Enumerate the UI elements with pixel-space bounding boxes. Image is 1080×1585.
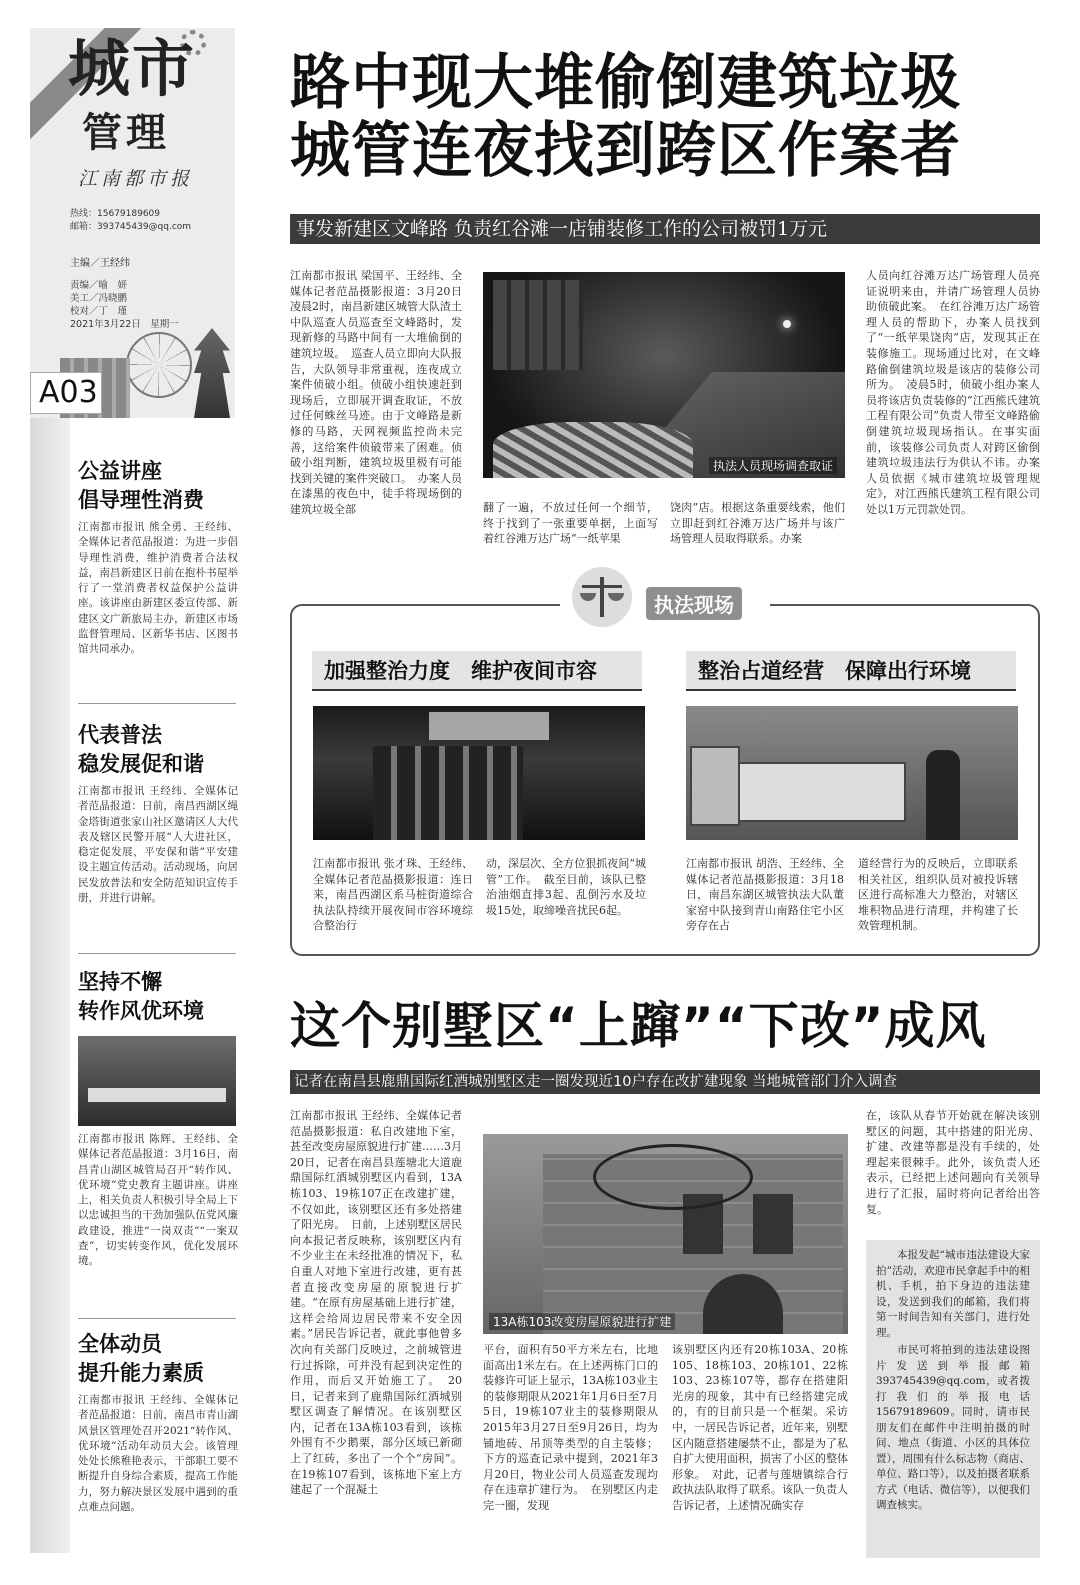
story1-deck: 事发新建区文峰路 负责红谷滩一店铺装修工作的公司被罚1万元 <box>290 214 1040 244</box>
pavilion-tower <box>194 328 230 418</box>
story2-headline: 这个别墅区“上蹿”“下改”成风 <box>290 997 987 1055</box>
reader-notice-p1: 本报发起“城市违法建设大家拍”活动，欢迎市民拿起手中的相机、手机，拍下身边的违法建设，发送到我们的邮箱，我们将第一时间告知有关部门，进行处理。 <box>876 1249 1030 1339</box>
neon-sign <box>429 712 549 740</box>
sidebar-4-title-1: 全体动员 <box>78 1332 162 1356</box>
left-rail-shade <box>30 418 70 1553</box>
staff-2: 美工／冯晓鹏 <box>70 293 128 304</box>
story2-col1: 江南都市报讯 王经纬、全媒体记者范晶摄影报道：私自改建地下室，甚至改变房屋原貌进行扩建……3月20日，记者在南昌县莲塘北大道鹿鼎国际红酒城别墅区内看到，13A栋103、19栋107正在改建扩建，不仅如此，该别墅区还有多处搭建了阳光房。 日前，上述别墅区居民向本报记者反映称，该别墅区内有不少业主在未经批准的情况下，私自重人对地下室进行改建，更有甚者直接改变房屋的原貌进行扩建。“在原有房屋基础上进行扩建，这样会给周边居民带来不安全因素。”居民告诉记者，就此事他曾多次向有关部门反映过，之前城管进行过拆除，可并没有起到决定性的作用，而后又开始施工了。 20日，记者来到了鹿鼎国际红酒城别墅区调查了解情况。在该别墅区内，记者在13A栋103看到，该栋外围有不少鹅栗，部分区域已新砌上了红砖，多出了一个个“房间”。在19栋107看到，该栋地下室上方建起了一个混凝土 <box>290 1109 462 1497</box>
masthead <box>30 28 235 418</box>
issue-date: 2021年3月22日 星期一 <box>70 319 179 330</box>
email-address: 393745439@qq.com <box>97 222 192 232</box>
sidebar-1-title-2: 倡导理性消费 <box>78 488 204 512</box>
story2-col2: 平台，面积有50平方米左右，比地面高出1米左右。在上述两栋门口的装修许可证上显示，13A栋103业主的装修期限从2021年1月6日至7月5日，19栋107业主的装修期限从2015年3月27日至9月26日，均为铺地砖、吊顶等类型的自主装修；下方的巡查记录中提到，2021年3月20日，物业公司人员巡查发现均存在违章扩建行为。 在别墅区内走完一圈，发现 <box>483 1343 658 1512</box>
sidebar-divider <box>78 953 236 954</box>
truck-cargo <box>736 762 906 822</box>
story1-headline-line1: 路中现大堆偷倒建筑垃圾 <box>290 48 961 118</box>
chief-editor: 主编／王经纬 <box>70 258 130 269</box>
section-title-small: 管理 <box>82 110 170 156</box>
hotline-number: 15679189609 <box>97 209 161 219</box>
hotline-line <box>70 206 160 219</box>
scales-of-justice-icon <box>572 567 632 627</box>
night-officers <box>373 746 523 840</box>
story1-col1: 江南都市报讯 梁国平、王经纬、全媒体记者范晶摄影报道：3月20日凌晨2时，南昌新建区城管大队渣土中队巡查人员巡查至文峰路时，发现新修的马路中间有一大堆偷倒的建筑垃圾。 巡查人员立即向大队报告，大队领导非常重视，连夜成立案件侦破小组。侦破小组快速赶到现场后，立即展开调查取证，不放过任何蛛丝马迹。由于文峰路是新修的马路，天网视频监控尚未完善，这给案件侦破带来了困难。侦破小组判断，建筑垃圾里极有可能找到关键的案件突破口。 办案人员在漆黑的夜色中，徒手将现场倒的建筑垃圾全部 <box>290 269 462 516</box>
page-number: A03 <box>39 375 98 410</box>
reader-notice-box <box>866 1240 1040 1558</box>
story1-col3: 饶肉”店。根据这条重要线索，他们立即赶到红谷滩万达广场并与该广场管理人员取得联系。办案 <box>670 501 845 546</box>
sidebar-3-title-1: 坚持不懈 <box>78 970 162 994</box>
sidebar-divider <box>78 1318 236 1319</box>
sidebar-1-body: 江南都市报讯 熊全勇、王经纬、全媒体记者范晶报道：为进一步倡导理性消费，维护消费者合法权益，南昌新建区日前在抱朴书屋举行了一堂消费者权益保护公益讲座。该讲座由新建区委宣传部、新建区文广新旅局主办，新建区市场监督管理局、区新华书店、区图书馆共同承办。 <box>78 521 238 656</box>
reader-notice-p2: 市民可将拍到的违法建设图片发送到举报邮箱393745439@qq.com，或者拨打我们的举报电话15679189609。同时，请市民朋友们在邮件中注明拍摄的时间、地点（街道、小区的具体位置），周围有什么标志物（商店、单位、路口等），以及拍摄者联系方式（电话、微信等），以便我们调查核实。 <box>876 1344 1030 1511</box>
sidebar-2-title-2: 稳发展促和谐 <box>78 752 204 776</box>
officer-figure <box>926 750 960 840</box>
enforcement-left-title: 加强整治力度 维护夜间市容 <box>312 651 642 691</box>
email-line <box>70 219 191 232</box>
scale-post <box>600 577 604 617</box>
ferris-wheel <box>126 332 192 398</box>
enforcement-right-title: 整治占道经营 保障出行环境 <box>686 651 1016 691</box>
debris-pile <box>493 422 693 478</box>
story1-col2: 翻了一遍，不放过任何一个细节，终于找到了一张重要单据，上面写着红谷滩万达广场“一纸苹果 <box>483 501 658 546</box>
story1-photo-caption: 执法人员现场调查取证 <box>709 457 837 474</box>
section-title-big: 城市 <box>68 32 197 105</box>
enforcement-right-photo <box>686 706 1018 840</box>
paper-name: 江南都市报 <box>78 168 194 190</box>
story1-headline-line2: 城管连夜找到跨区作案者 <box>290 116 961 186</box>
sidebar-2-title-1: 代表普法 <box>78 723 162 747</box>
sidebar-1-title-1: 公益讲座 <box>78 459 162 483</box>
story2-col4: 在，该队从春节开始就在解决该别墅区的问题，其中搭建的阳光房、扩建、改建等都是没有手续的，处理起来很棘手。此外，该负责人还表示，已经把上述问题向有关领导进行了汇报，届时将向记者给出答复。 <box>866 1109 1040 1216</box>
email-label: 邮箱： <box>70 222 98 232</box>
enforcement-right-col2: 道经营行为的反映后，立即联系相关社区，组织队员对被投诉辖区进行高标准大力整治，对辖区堆积物品进行清理，并构建了长效管理机制。 <box>858 857 1018 933</box>
enforcement-label: 执法现场 <box>646 587 742 620</box>
meeting-table <box>88 1088 226 1102</box>
scale-pan-right <box>608 593 624 601</box>
night-buildings <box>493 280 583 370</box>
sidebar-2-body: 江南都市报讯 王经纬、全媒体记者范晶报道：日前，南昌西湖区绳金塔街道张家山社区邀请区人大代表及辖区民警开展“人大进社区，稳定促发展，平安保和谐”平安建设主题宣传活动。活动现场，向居民发放普法和安全防范知识宣传手册，并进行讲解。 <box>78 785 238 905</box>
enforcement-left-col1: 江南都市报讯 张才珠、王经纬、全媒体记者范晶摄影报道：连日来，南昌西湖区系马桩街道综合执法队持续开展夜间市容环境综合整治行 <box>313 857 473 933</box>
story1-col4: 人员向红谷滩万达广场管理人员亮证说明来由，并请广场管理人员协助侦破此案。 在红谷滩万达广场管理人员的帮助下，办案人员找到了“一纸苹果饶肉”店，发现其正在装修施工。现场通过比对，在文峰路偷倒建筑垃圾是该店的装修公司所为。 凌晨5时，侦破小组办案人员将该店负责装修的“江西熊氏建筑工程有限公司”负责人带至文峰路偷倒建筑垃圾现场指认。在事实面前，该装修公司负责人对跨区偷倒建筑垃圾违法行为供认不讳。办案人员依据《城市建筑垃圾管理规定》，对江西熊氏建筑工程有限公司处以1万元罚款处罚。 <box>866 269 1040 516</box>
story2-col3: 该别墅区内还有20栋103A、20栋105、18栋103、20栋101、22栋103、23栋107等，都存在搭建阳光房的现象，其中有已经搭建完成的，有的目前只是一个框架。采访中，一居民告诉记者，近年来，别墅区内随意搭建屡禁不止，都是为了私自扩大使用面积，损害了小区的整体形象。 对此，记者与莲塘镇综合行政执法队取得了联系。该队一负责人告诉记者，上述情况确实存 <box>672 1343 848 1512</box>
page-number-box <box>30 372 102 414</box>
enforcement-right-col1: 江南都市报讯 胡浩、王经纬、全媒体记者范晶摄影报道：3月18日，南昌东湖区城管执法大队董家窑中队接到青山南路住宅小区旁存在占 <box>686 857 844 933</box>
truck-cab <box>690 746 740 826</box>
story2-photo-caption: 13A栋103改变房屋原貌进行扩建 <box>489 1313 675 1330</box>
hotline-label: 热线： <box>70 209 98 219</box>
highlight-circle <box>593 1144 753 1210</box>
story1-photo <box>483 272 845 478</box>
sidebar-3-title-2: 转作风优环境 <box>78 999 204 1023</box>
story2-deck: 记者在南昌县鹿鼎国际红酒城别墅区走一圈发现近10户存在改扩建现象 当地城管部门介入调查 <box>290 1070 1040 1094</box>
street-lamp <box>783 320 791 328</box>
villa-window <box>753 1194 793 1254</box>
scale-pan-left <box>580 593 596 601</box>
enforcement-left-photo <box>313 706 645 840</box>
enforcement-header <box>560 565 770 633</box>
sidebar-meeting-photo <box>78 1036 236 1126</box>
staff-3: 校对／丁 瑾 <box>70 306 128 317</box>
sidebar-4-title-2: 提升能力素质 <box>78 1361 204 1385</box>
sidebar-divider <box>78 703 236 704</box>
sidebar-3-body: 江南都市报讯 陈辉、王经纬、全媒体记者范晶报道：3月16日，南昌青山湖区城管局召开“转作风、优环境”党史教育主题讲座。讲座上，相关负责人积极引导全局上下以忠诚担当的干劲加强队伍党风廉政建设，推进“一岗双责”“一案双查”，切实转变作风，优化发展环境。 <box>78 1133 238 1268</box>
staff-1: 责编／喻 妍 <box>70 280 128 291</box>
enforcement-left-col2: 动，深层次、全方位狠抓夜间“城管”工作。 截至目前，该队已整治油烟直排3起、乱倒污水及垃圾15处，取缔噪音扰民6起。 <box>486 857 646 917</box>
sidebar-4-body: 江南都市报讯 王经纬、全媒体记者范晶报道：日前，南昌市青山湖风景区管理处召开2021“转作风、优环境”活动年动员大会。该管理处处长熊稚艳表示，干部职工要不断提升自身综合素质，提高工作能力，努力解决景区发展中遇到的重点难点问题。 <box>78 1394 238 1514</box>
story2-photo <box>483 1134 848 1334</box>
